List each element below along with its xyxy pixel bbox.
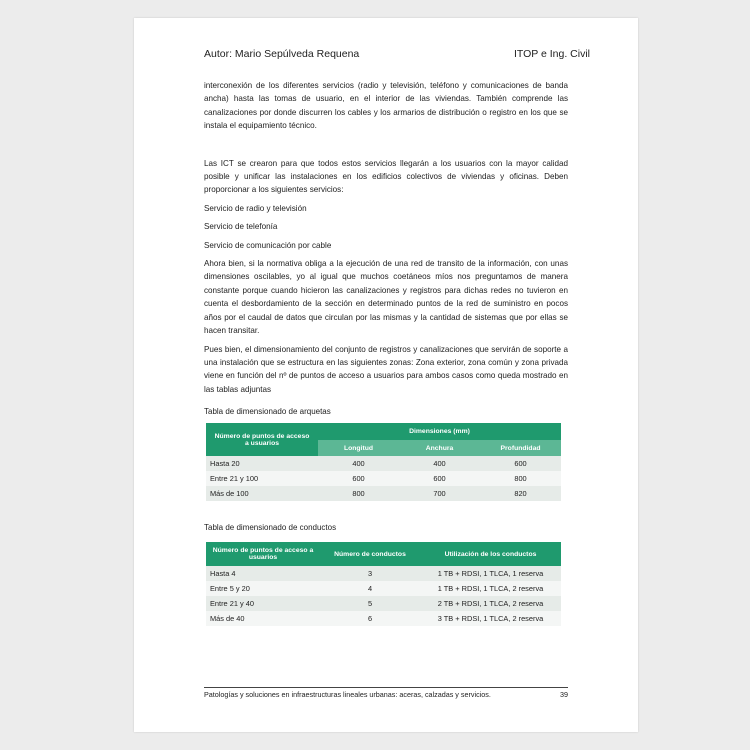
table-row: [206, 471, 561, 486]
table-cell: Más de 40: [206, 611, 320, 626]
table-cell: 600: [318, 471, 399, 486]
table-cell: Entre 5 y 20: [206, 581, 320, 596]
table-row: [206, 566, 561, 581]
list-item-telefonia: Servicio de telefonía: [204, 222, 278, 232]
arquetas-head-puntos: Número de puntos de acceso a usuarios: [206, 423, 318, 456]
table-cell: Hasta 4: [206, 566, 320, 581]
table-cell: Entre 21 y 40: [206, 596, 320, 611]
list-item-cable: Servicio de comunicación por cable: [204, 240, 332, 250]
table-cell: 600: [480, 456, 561, 471]
table-cell: 1 TB + RDSI, 1 TLCA, 1 reserva: [420, 566, 561, 581]
table-cell: 700: [399, 486, 480, 501]
document-page: [134, 18, 638, 732]
paragraph-4: Pues bien, el dimensionamiento del conjunto de registros y canalizaciones que servirán de soporte a una instalación que se estructura en las siguientes zonas: Zona exterior, zona común y zona privada viene en función del nº de puntos de acceso a usuarios para ambos casos como queda mostrado en las tablas adjuntas: [204, 344, 568, 394]
table1-caption: Tabla de dimensionado de arquetas: [204, 407, 331, 416]
table-row: [206, 611, 561, 626]
table-cell: 800: [318, 486, 399, 501]
table-cell: Hasta 20: [206, 456, 318, 471]
arquetas-head-dimensiones: Dimensiones (mm): [318, 423, 561, 440]
table-cell: 3: [320, 566, 420, 581]
table-cell: 3 TB + RDSI, 1 TLCA, 2 reserva: [420, 611, 561, 626]
conductos-table: [206, 542, 561, 626]
table-cell: 2 TB + RDSI, 1 TLCA, 2 reserva: [420, 596, 561, 611]
table-cell: Entre 21 y 100: [206, 471, 318, 486]
table-cell: 1 TB + RDSI, 1 TLCA, 2 reserva: [420, 581, 561, 596]
body-text: [204, 79, 568, 396]
table-cell: 600: [399, 471, 480, 486]
paragraph-2: Las ICT se crearon para que todos estos servicios llegarán a los usuarios con la mayor calidad posible y unificar las instalaciones en los edificios colectivos de viviendas y oficinas. Deben proporcionar a los siguientes servicios:: [204, 158, 568, 195]
table-row: [206, 581, 561, 596]
conductos-head-numero: Número de conductos: [320, 542, 420, 566]
list-item-radio-tv: Servicio de radio y televisión: [204, 203, 307, 213]
paragraph-3: Ahora bien, si la normativa obliga a la ejecución de una red de transito de la información, con unas dimensiones oscilables, yo al igual que muchos coetáneos míos nos preguntamos de manera constante porque cuando hicieron las canalizaciones y registros para dichas redes no tuvieron en cuenta el desbordamiento de la sección en determinado puntos de la red de suministro en pocos años por el caudal de datos que circulan por las mismas y la cantidad de sistemas que por ellas se hacen transitar.: [204, 259, 568, 336]
page-number: 39: [560, 690, 568, 699]
table-cell: 820: [480, 486, 561, 501]
table-cell: 6: [320, 611, 420, 626]
page-footer: [204, 687, 568, 699]
arquetas-head-profundidad: Profundidad: [480, 440, 561, 456]
table2-caption: Tabla de dimensionado de conductos: [204, 523, 337, 532]
table-cell: 4: [320, 581, 420, 596]
paragraph-1: interconexión de los diferentes servicios (radio y televisión, teléfono y comunicaciones de banda ancha) hasta las tomas de usuario, en el interior de las viviendas. También comprende las canalizaciones por donde discurren los cables y los armarios de distribución o registro en los que se instala el equipamiento técnico.: [204, 81, 568, 131]
table-row: [206, 456, 561, 471]
arquetas-head-longitud: Longitud: [318, 440, 399, 456]
arquetas-table: [206, 423, 561, 501]
table-row: [206, 486, 561, 501]
table-cell: 400: [399, 456, 480, 471]
table-row: [206, 596, 561, 611]
footer-text: Patologías y soluciones en infraestructuras lineales urbanas: aceras, calzadas y servicios.: [204, 690, 491, 699]
table-cell: 400: [318, 456, 399, 471]
table-cell: 5: [320, 596, 420, 611]
table-cell: Más de 100: [206, 486, 318, 501]
arquetas-head-anchura: Anchura: [399, 440, 480, 456]
table-cell: 800: [480, 471, 561, 486]
header-title: ITOP e Ing. Civil: [513, 48, 590, 60]
conductos-head-puntos: Número de puntos de acceso a usuarios: [206, 542, 320, 566]
header-author: Autor: Mario Sepúlveda Requena: [204, 48, 360, 60]
conductos-head-utilizacion: Utilización de los conductos: [420, 542, 561, 566]
